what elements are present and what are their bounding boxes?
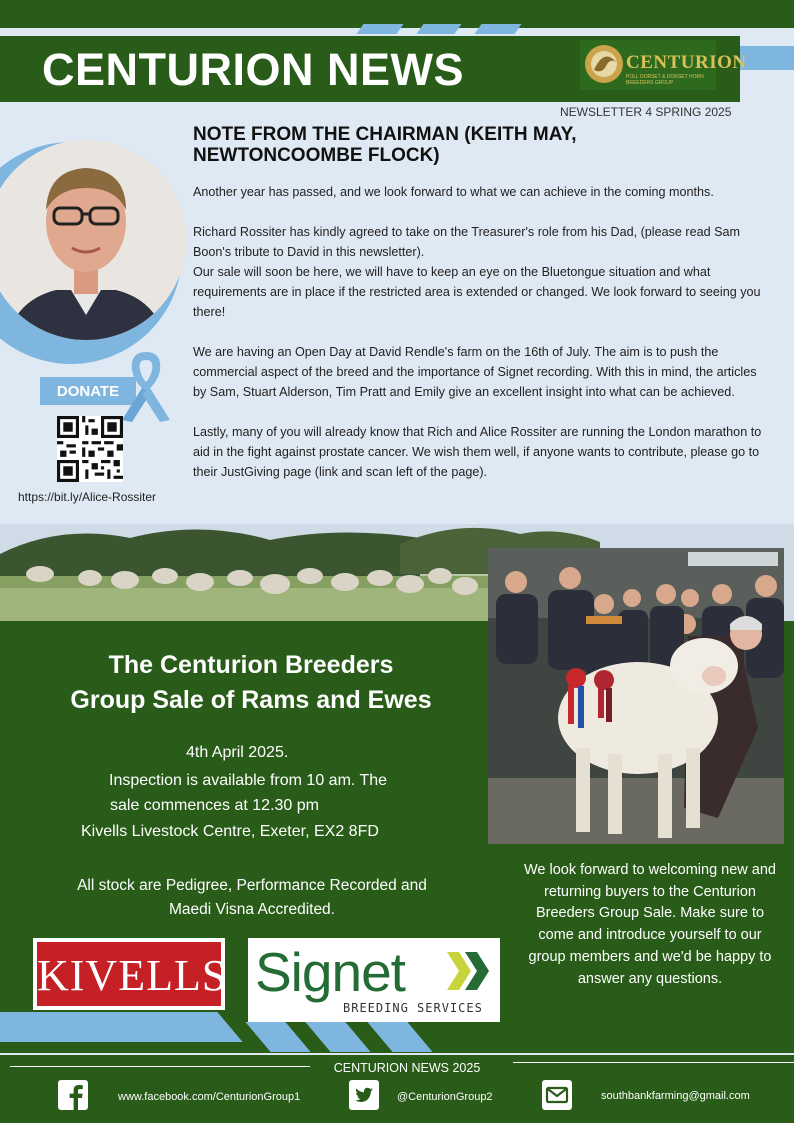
chairman-heading: NOTE FROM THE CHAIRMAN (KEITH MAY, NEWTONCOOMBE FLOCK): [193, 124, 577, 166]
sale-heading-line: Group Sale of Rams and Ewes: [70, 686, 432, 714]
logo-subtitle: POLL DORSET & DORSET HORN BREEDERS GROUP: [626, 74, 704, 86]
chairman-letter: [193, 182, 763, 502]
top-stripe: [356, 24, 403, 34]
footer-rule: [10, 1066, 310, 1067]
footer-title: CENTURION NEWS 2025: [333, 1061, 481, 1075]
welcome-message: We look forward to welcoming new and returning buyers to the Centurion Breeders Group Sale. Make sure to come and introduce yourself to our group members and we'd be happy to answer any questions.: [524, 862, 776, 987]
logo-wordmark: CENTURION: [626, 52, 747, 73]
letter-paragraph: We are having an Open Day at David Rendle's farm on the 16th of July. The aim is to push the commercial aspect of the breed and the importance of Signet recording. With this in mind, the articles by Sam, Stuart Alderson, Tim Pratt and Emily give an excellent insight into what can be achieved.: [193, 345, 757, 399]
letter-paragraph: Lastly, many of you will already know that Rich and Alice Rossiter are running the London marathon to aid in the fight against prostate cancer. We wish them well, if anyone wants to contribute, please go to their JustGiving page (link and scan left of the page).: [193, 425, 762, 479]
accreditation-line: Maedi Visna Accredited.: [168, 901, 335, 918]
donate-label[interactable]: DONATE: [56, 383, 120, 400]
bottom-stripe: [367, 1022, 432, 1052]
facebook-link[interactable]: www.facebook.com/CenturionGroup1: [118, 1091, 301, 1103]
email-address[interactable]: southbankfarming@gmail.com: [601, 1090, 750, 1102]
bottom-stripes: [0, 1004, 794, 1054]
letter-paragraph: Our sale will soon be here, we will have to keep an eye on the Bluetongue situation and what requirements are in place if the restricted area is extended or changed. We look forward to seeing you there!: [193, 265, 761, 319]
issue-label: NEWSLETTER 4 SPRING 2025: [560, 105, 732, 119]
bottom-stripe: [245, 1022, 310, 1052]
sale-date: 4th April 2025.: [186, 744, 289, 761]
accreditation-line: All stock are Pedigree, Performance Recorded and: [77, 877, 427, 894]
email-icon[interactable]: [541, 1079, 573, 1111]
facebook-icon[interactable]: [57, 1079, 89, 1111]
donate-link[interactable]: https://bit.ly/Alice-Rossiter: [18, 490, 157, 504]
twitter-handle[interactable]: @CenturionGroup2: [397, 1091, 493, 1103]
twitter-icon[interactable]: [348, 1079, 380, 1111]
sale-venue: Kivells Livestock Centre, Exeter, EX2 8FD: [81, 823, 379, 840]
newsletter-title: CENTURION NEWS: [42, 44, 464, 95]
sale-inspection: Inspection is available from 10 am. The: [109, 772, 388, 789]
signet-subtitle: BREEDING SERVICES: [343, 1001, 483, 1015]
top-stripe: [474, 24, 521, 34]
masthead-accent: [740, 46, 794, 70]
letter-paragraph: Another year has passed, and we look forward to what we can achieve in the coming months.: [193, 185, 714, 199]
qr-code-icon[interactable]: [57, 416, 123, 482]
signet-chevron-icon: [437, 948, 493, 994]
sale-heading-line: The Centurion Breeders: [108, 651, 394, 679]
kivells-wordmark: KIVELLS: [37, 951, 228, 1000]
awareness-ribbon-icon: [118, 348, 174, 424]
top-stripe: [416, 24, 461, 34]
sale-start-time: sale commences at 12.30 pm: [110, 797, 319, 814]
bottom-stripe: [0, 1012, 243, 1042]
stock-accreditation: [52, 874, 452, 922]
signet-wordmark: Signet: [255, 941, 405, 1003]
bottom-stripe: [305, 1022, 370, 1052]
letter-paragraph: Richard Rossiter has kindly agreed to take on the Treasurer's role from his Dad, (please read Sam Boon's tribute to David in this newsletter).: [193, 225, 740, 259]
breeders-group-photo: [488, 548, 784, 844]
sale-heading: [28, 648, 474, 718]
footer-rule: [513, 1062, 794, 1063]
